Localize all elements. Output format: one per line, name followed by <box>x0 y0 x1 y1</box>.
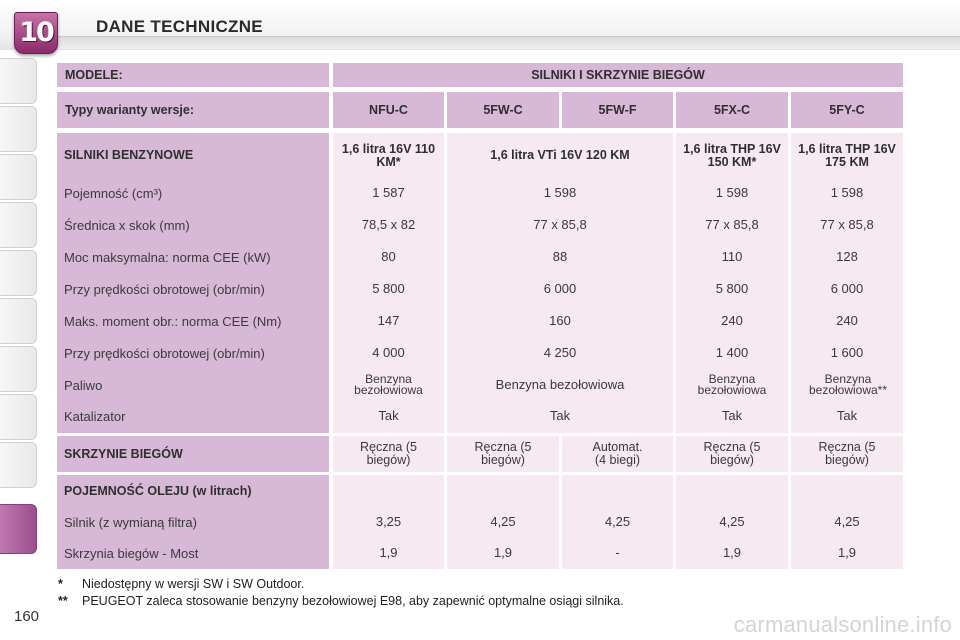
engine-name: 1,6 litra THP 16V 150 KM* <box>683 142 781 169</box>
spec-label: Katalizator <box>64 408 126 424</box>
type-code: NFU-C <box>333 92 444 128</box>
side-tab-active[interactable] <box>0 504 37 554</box>
oil-value: 1,9 <box>837 545 857 560</box>
type-code: 5FW-C <box>447 92 559 128</box>
oil-row-label: Skrzynia biegów - Most <box>64 545 199 561</box>
spec-value: 110 <box>721 249 743 264</box>
gearbox-value: Ręczna (5 biegów) <box>333 436 444 472</box>
spec-value: 77 x 85,8 <box>705 217 759 232</box>
side-tab[interactable] <box>0 394 37 440</box>
footnote-text: Niedostępny w wersji SW i SW Outdoor. <box>82 577 305 591</box>
side-tab[interactable] <box>0 106 37 152</box>
spec-value: 240 <box>721 313 743 328</box>
spec-label: Średnica x skok (mm) <box>64 217 190 233</box>
spec-value: 4 000 <box>372 345 405 360</box>
page-title: DANE TECHNICZNE <box>96 17 263 36</box>
oil-value: 4,25 <box>834 514 860 529</box>
spec-value: 77 x 85,8 <box>820 217 874 232</box>
spec-value: Tak <box>549 408 571 423</box>
spec-label: Pojemność (cm³) <box>64 185 163 201</box>
spec-label: Paliwo <box>64 377 103 393</box>
gearbox-value: Ręczna (5 biegów) <box>676 436 788 472</box>
gearbox-value: Automat. (4 biegi) <box>562 436 673 472</box>
spec-value: 1 587 <box>372 185 405 200</box>
side-tabs <box>0 58 40 578</box>
spec-value: 5 800 <box>715 281 749 296</box>
spec-value: 4 250 <box>543 345 577 360</box>
spec-value: Benzyna bezołowiowa** <box>808 372 888 397</box>
chapter-number: 10 <box>19 17 53 48</box>
oil-value: 3,25 <box>375 514 402 529</box>
chapter-badge <box>14 12 58 54</box>
footnote-mark: ** <box>58 594 68 608</box>
spec-value: 160 <box>549 313 571 328</box>
page-number: 160 <box>14 608 40 625</box>
spec-label: Przy prędkości obrotowej (obr/min) <box>64 281 265 297</box>
spec-value: Tak <box>378 408 399 423</box>
gearbox-label: SKRZYNIE BIEGÓW <box>64 447 183 461</box>
spec-value: 1 600 <box>830 345 864 360</box>
watermark: carmanualsonline.info <box>733 612 952 637</box>
spec-value: 77 x 85,8 <box>533 217 587 232</box>
engines-header: SILNIKI I SKRZYNIE BIEGÓW <box>333 63 903 87</box>
spec-value: 128 <box>836 249 858 264</box>
spec-value: Benzyna bezołowiowa <box>354 372 423 397</box>
spec-value: 5 800 <box>372 281 405 296</box>
types-label: Typy warianty wersje: <box>57 92 329 128</box>
spec-value: 88 <box>552 249 568 264</box>
side-tab[interactable] <box>0 442 37 488</box>
oil-value: 4,25 <box>604 514 631 529</box>
footnote-text: PEUGEOT zaleca stosowanie benzyny bezołowiowej E98, aby zapewnić optymalne osiągi silnika. <box>82 594 624 608</box>
spec-value: 1 598 <box>543 185 577 200</box>
type-code: 5FX-C <box>676 92 788 128</box>
spec-value: 6 000 <box>830 281 864 296</box>
spec-value: 1 598 <box>830 185 864 200</box>
spec-value: 1 598 <box>715 185 749 200</box>
header-strip <box>58 36 960 49</box>
side-tab[interactable] <box>0 58 37 104</box>
spec-label: Moc maksymalna: norma CEE (kW) <box>64 249 271 265</box>
spec-value: 80 <box>381 249 396 264</box>
side-tab[interactable] <box>0 250 37 296</box>
spec-value: Tak <box>836 408 858 423</box>
oil-value: 4,25 <box>490 514 516 529</box>
type-code: 5FY-C <box>791 92 903 128</box>
engine-name: 1,6 litra VTi 16V 120 KM <box>490 147 630 162</box>
oil-value: 1,9 <box>379 545 398 560</box>
spec-value: Benzyna bezołowiowa <box>495 377 625 392</box>
oil-value: 4,25 <box>719 514 745 529</box>
side-tab[interactable] <box>0 346 37 392</box>
type-code: 5FW-F <box>562 92 673 128</box>
spec-value: 6 000 <box>543 281 577 296</box>
spec-value: 147 <box>377 313 400 328</box>
side-tab[interactable] <box>0 154 37 200</box>
footnote-mark: * <box>58 577 63 591</box>
spec-value: 240 <box>836 313 858 328</box>
gearbox-value: Ręczna (5 biegów) <box>447 436 559 472</box>
spec-value: Tak <box>721 408 743 423</box>
side-tab[interactable] <box>0 202 37 248</box>
petrol-engines-label: SILNIKI BENZYNOWE <box>64 148 194 162</box>
oil-label: POJEMNOŚĆ OLEJU (w litrach) <box>64 484 252 498</box>
oil-row-label: Silnik (z wymianą filtra) <box>64 514 197 530</box>
oil-value: - <box>615 545 620 560</box>
engine-name: 1,6 litra 16V 110 KM* <box>341 142 436 169</box>
spec-label: Przy prędkości obrotowej (obr/min) <box>64 345 265 361</box>
oil-value: 1,9 <box>722 545 742 560</box>
engine-name: 1,6 litra THP 16V 175 KM <box>798 142 896 169</box>
spec-value: 78,5 x 82 <box>361 217 416 232</box>
models-label: MODELE: <box>57 63 329 87</box>
spec-label: Maks. moment obr.: norma CEE (Nm) <box>64 313 282 329</box>
oil-value: 1,9 <box>493 545 513 560</box>
side-tab[interactable] <box>0 298 37 344</box>
spec-value: 1 400 <box>715 345 749 360</box>
spec-value: Benzyna bezołowiowa <box>697 372 767 397</box>
gearbox-value: Ręczna (5 biegów) <box>791 436 903 472</box>
